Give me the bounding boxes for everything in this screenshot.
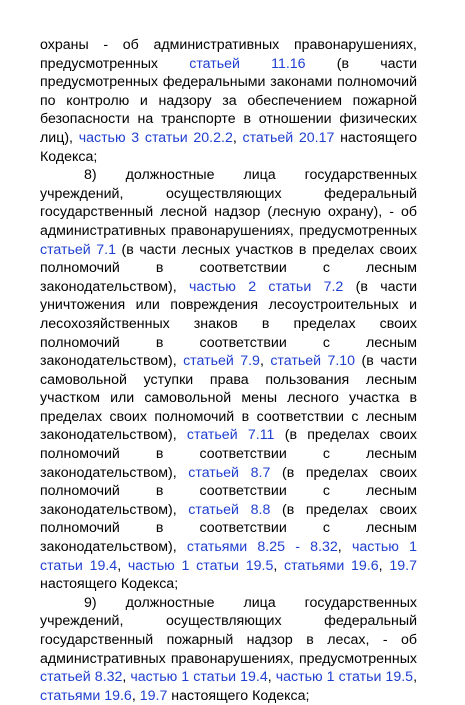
article-reference-link[interactable]: статьей 11.16: [189, 55, 306, 72]
paragraph-text: (в части уничтожения или повреждения лесоустроительных и лесохозяйственных знаков в пределах своих полномочий в соответствии с лесным законодательством),: [40, 278, 418, 370]
paragraph-text: ,: [267, 669, 276, 686]
article-reference-link[interactable]: статьей 8.7: [188, 464, 271, 481]
paragraph-text: (в пределах своих полномочий в соответствии с лесным законодательством),: [40, 464, 417, 518]
article-reference-link[interactable]: частью 1 статьи 19.5: [127, 557, 274, 574]
article-reference-link[interactable]: статьей 20.17: [242, 129, 335, 146]
paragraph-text: (в части самовольной уступки права пользования лесным участком или самовольной мены лесного участка в пределах своих полномочий в соответствии с лесным законодательством),: [40, 353, 417, 444]
article-reference-link[interactable]: статьей 8.32: [40, 669, 123, 686]
article-reference-link[interactable]: 19.7: [139, 687, 168, 704]
article-reference-link[interactable]: статьей 7.10: [270, 353, 356, 370]
paragraph-text: ,: [131, 687, 140, 704]
paragraph-text: ,: [232, 129, 243, 146]
article-reference-link[interactable]: статьями 8.25 - 8.32: [186, 539, 338, 556]
article-reference-link[interactable]: частью 3 статьи 20.2.2: [78, 129, 233, 146]
article-reference-link[interactable]: статьей 8.8: [188, 501, 271, 518]
article-reference-link[interactable]: частью 1 статьи 19.4: [130, 669, 268, 686]
paragraph-text: ,: [117, 557, 128, 574]
paragraph-3: [40, 594, 417, 705]
article-reference-link[interactable]: статьей 7.1: [40, 241, 116, 258]
article-reference-link[interactable]: 19.7: [389, 557, 417, 574]
legal-text-body: [40, 36, 417, 705]
paragraph-text: ,: [273, 557, 285, 574]
article-reference-link[interactable]: статьей 7.11: [186, 427, 275, 444]
paragraph-text: ,: [337, 539, 352, 556]
paragraph-text: (в части лесных участков в пределах своих полномочий в соответствии с лесным законодательством),: [40, 241, 417, 295]
article-reference-link[interactable]: частью 1 статьи 19.5: [275, 669, 414, 686]
paragraph-text: 8) должностные лица государственных учреждений, осуществляющих федеральный государственный лесной надзор (лесную охрану), - об административных правонарушениях, предусмотренных: [40, 167, 417, 239]
paragraph-1: [40, 36, 417, 166]
article-reference-link[interactable]: статьями 19.6: [284, 557, 379, 574]
paragraph-text: 9) должностные лица государственных учреждений, осуществляющих федеральный государственный пожарный надзор в лесах, - об административных правонарушениях, предусмотренных: [40, 594, 417, 667]
paragraph-text: ,: [122, 669, 131, 686]
paragraph-text: ,: [259, 353, 271, 370]
paragraph-text: настоящего Кодекса;: [167, 687, 310, 704]
article-reference-link[interactable]: частью 1 статьи 19.4: [40, 539, 417, 574]
paragraph-text: настоящего Кодекса;: [40, 576, 179, 593]
paragraph-text: настоящего Кодекса;: [40, 129, 417, 165]
paragraph-text: ,: [413, 669, 418, 686]
article-reference-link[interactable]: частью 2 статьи 7.2: [188, 278, 344, 295]
paragraph-2: [40, 166, 417, 594]
paragraph-text: (в пределах своих полномочий в соответствии с лесным законодательством),: [40, 501, 417, 556]
paragraph-text: охраны - об административных правонарушениях, предусмотренных: [40, 37, 417, 72]
paragraph-text: (в части предусмотренных федеральными законами полномочий по контролю и надзору за обеспечением пожарной безопасности на транспорте в отношении физических лиц),: [40, 55, 417, 146]
paragraph-text: (в пределах своих полномочий в соответствии с лесным законодательством),: [40, 427, 417, 481]
paragraph-text: ,: [378, 557, 390, 574]
article-reference-link[interactable]: статьей 7.9: [183, 353, 260, 370]
article-reference-link[interactable]: статьями 19.6: [40, 687, 132, 704]
